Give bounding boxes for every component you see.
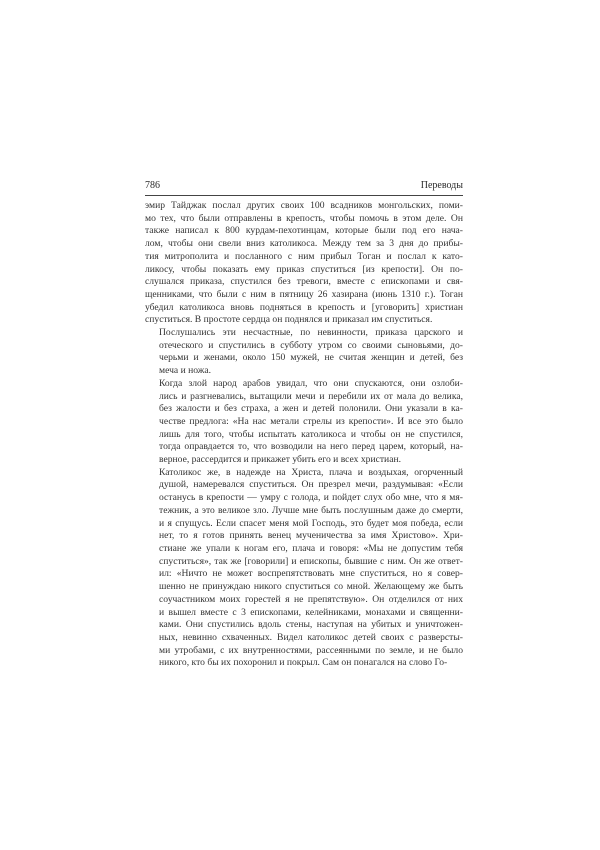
text-line: и я спущусь. Если спасет меня мой Господь, это будет моя победа, если	[159, 517, 463, 529]
text-line: мо тех, что были отправлены в крепость, чтобы помочь в этом деле. Он	[145, 212, 463, 224]
text-line: лись и разгневались, вытащили мечи и перебили их от мала до велика,	[159, 390, 463, 402]
text-line: тежник, а это великое зло. Лучше мне быть послушным даже до смерти,	[159, 504, 463, 516]
text-line: шенно не принуждаю никого спуститься со мной. Желающему же быть	[159, 581, 463, 593]
paragraph	[145, 378, 463, 467]
text-line: черьми и женами, около 150 мужей, не считая женщин и детей, без	[159, 352, 463, 364]
text-line: слушался приказа, спустился без тревоги, вместе с епископами и свя-	[145, 276, 463, 288]
text-line: ил: «Ничто не может воспрепятствовать мне спуститься, но я совер-	[159, 568, 463, 580]
text-line: щенниками, что были с ним в пятницу 26 хазирана (июнь 1310 г.). Тоган	[145, 288, 463, 300]
text-line: душой, намеревался спуститься. Он презрел мечи, раздумывая: «Если	[159, 479, 463, 491]
text-line: лом, чтобы они свели вниз католикоса. Между тем за 3 дня до прибы-	[145, 238, 463, 250]
text-line: лишь для того, чтобы испытать католикоса и чтобы он не спустился,	[159, 428, 463, 440]
running-header	[145, 180, 463, 196]
paragraph	[145, 327, 463, 378]
text-line: Когда злой народ арабов увидал, что они спускаются, они озлоби-	[159, 377, 463, 389]
text-line: убедил католикоса вновь подняться в крепость и [уговорить] христиан	[145, 301, 463, 313]
text-line: ками. Они спустились вдоль стены, наступая на убитых и уничтожен-	[159, 619, 463, 631]
text-line: тогда оправдается то, что возводили на него перед царем, который, на-	[159, 441, 463, 453]
text-line: никого, кто бы их похоронил и покрыл. Сам он понагался на слово Го-	[159, 657, 448, 669]
text-line: меча и ножа.	[159, 365, 212, 377]
text-line: тия митрополита и посланного с ним прибыл Тоган и послал к като-	[145, 250, 463, 262]
text-line: также написал к 800 курдам-пехотинцам, которые были под его нача-	[145, 225, 463, 237]
body-text	[145, 200, 463, 670]
text-line: Католикос же, в надежде на Христа, плача и воздыхая, огорченный	[159, 466, 463, 478]
page-number: 786	[145, 180, 160, 191]
text-line: спуститься. В простоте сердца он поднялся и приказал им спуститься.	[145, 314, 433, 326]
text-line: ми утробами, с их внутренностями, рассеянными по земле, и не было	[159, 644, 463, 656]
paragraph	[145, 200, 463, 327]
book-page	[145, 180, 463, 670]
text-line: эмир Тайджак послал других своих 100 всадников монгольских, поми-	[145, 200, 463, 211]
section-title: Переводы	[420, 180, 463, 191]
text-line: отеческого и спустились в субботу утром со своими сыновьями, до-	[159, 339, 463, 351]
text-line: Послушались эти несчастные, по невинности, приказа царского и	[159, 327, 463, 339]
text-line: без жалости и без страха, а жен и детей полонили. Они указали в ка-	[159, 403, 463, 415]
text-line: ликосу, чтобы показать ему приказ спуститься [из крепости]. Он по-	[145, 263, 463, 275]
text-line: соучастником моих горестей я не препятствую». Он отделился от них	[159, 593, 463, 605]
text-line: останусь в крепости — умру с голода, и пойдет слух обо мне, что я мя-	[159, 492, 463, 504]
text-line: ных, невинно схваченных. Видел католикос детей своих с разверсты-	[159, 631, 463, 643]
text-line: и вышел вместе с 3 епископами, келейниками, монахами и священни-	[159, 606, 463, 618]
text-line: стиане же упали к ногам его, плача и говоря: «Мы не допустим тебя	[159, 542, 463, 554]
text-line: верное, рассердится и прикажет убить его и всех христиан.	[159, 454, 401, 466]
paragraph	[145, 467, 463, 670]
text-line: честве предлога: «На нас метали стрелы из крепости». И все это было	[159, 415, 463, 427]
text-line: спуститься», так же [говорили] и епископы, бывшие с ним. Он же ответ-	[159, 555, 463, 567]
text-line: нет, то я готов принять венец мученичества за имя Христово». Хри-	[159, 530, 463, 542]
